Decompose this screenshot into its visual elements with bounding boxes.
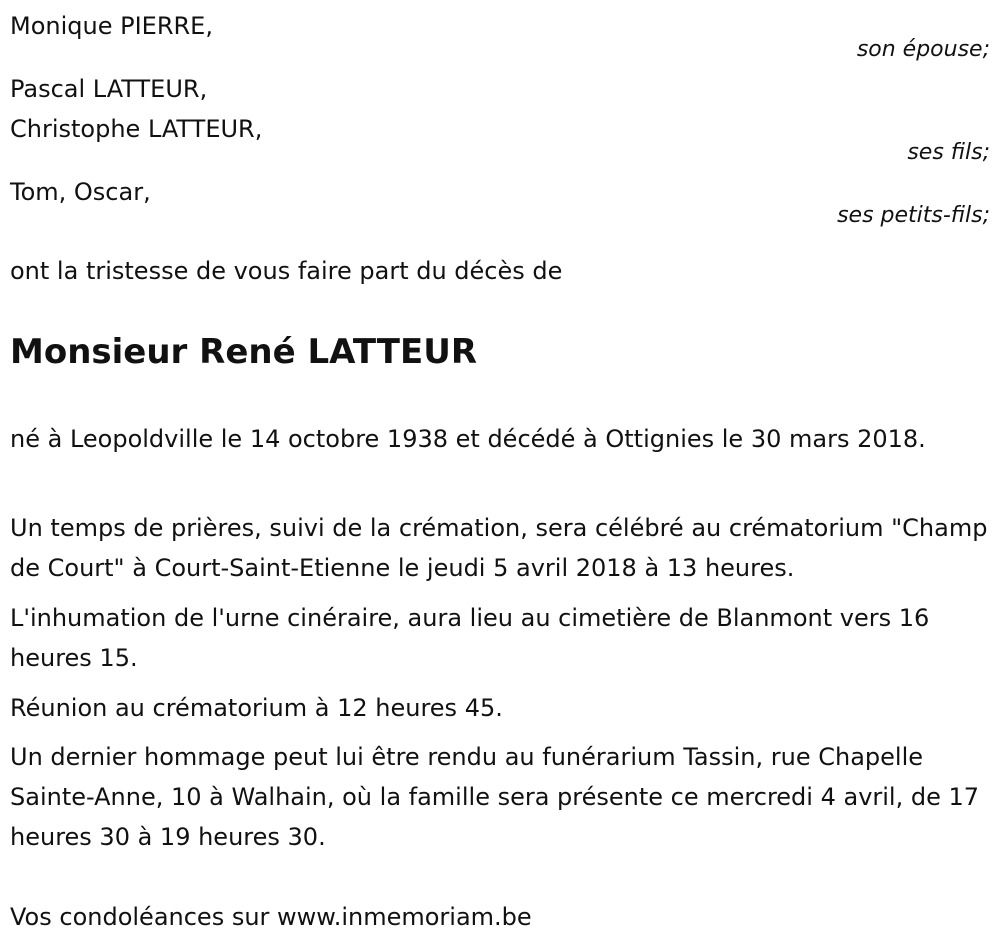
spouse-role: son épouse;	[856, 37, 990, 62]
deceased-name: Monsieur René LATTEUR	[10, 332, 478, 372]
paragraph-tribute: Un dernier hommage peut lui être rendu au funérarium Tassin, rue Chapelle Sainte-Anne, 10 à Walhain, où la famille sera présente ce mercredi 4 avril, de 17 heures 30 à 19 heures 30.	[10, 743, 980, 851]
paragraph-meeting: Réunion au crématorium à 12 heures 45.	[10, 694, 503, 722]
grandsons-names: Tom, Oscar,	[10, 178, 151, 206]
paragraph-ceremony: Un temps de prières, suivi de la crémation, sera célébré au crématorium "Champ de Court" à Court-Saint-Etienne le jeudi 5 avril 2018 à 13 heures.	[10, 514, 988, 582]
sons-role: ses fils;	[907, 140, 990, 165]
grandsons-role: ses petits-fils;	[837, 203, 990, 228]
spouse-name: Monique PIERRE,	[10, 12, 213, 40]
son-name-2: Christophe LATTEUR,	[10, 115, 263, 143]
paragraph-burial: L'inhumation de l'urne cinéraire, aura lieu au cimetière de Blanmont vers 16 heures 15.	[10, 604, 930, 672]
condolences-text: Vos condoléances sur www.inmemoriam.be	[10, 903, 532, 931]
announcement-text: ont la tristesse de vous faire part du décès de	[10, 257, 563, 285]
son-name-1: Pascal LATTEUR,	[10, 75, 208, 103]
paragraph-birth-death: né à Leopoldville le 14 octobre 1938 et décédé à Ottignies le 30 mars 2018.	[10, 425, 926, 453]
